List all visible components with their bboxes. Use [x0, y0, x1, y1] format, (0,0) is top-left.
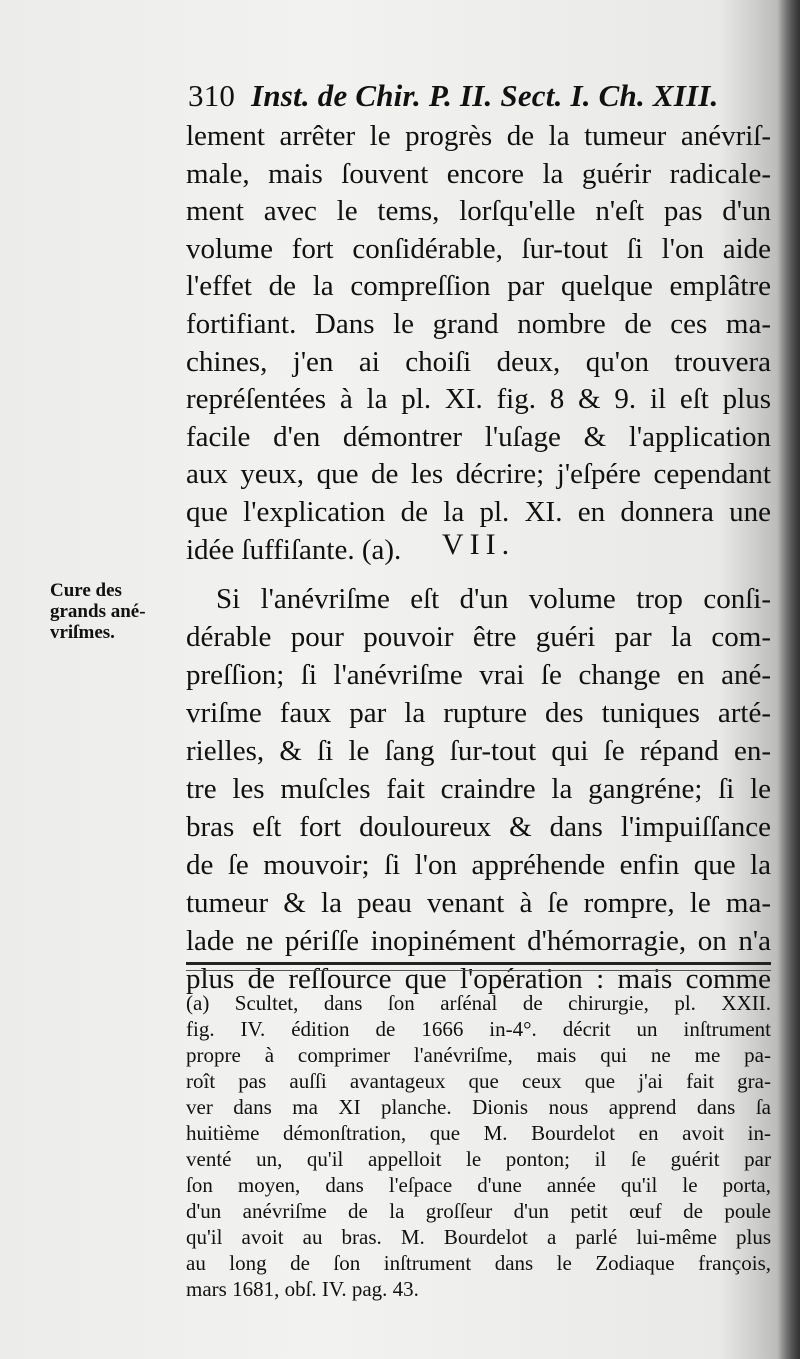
- text-line: repréſentées à la pl. XI. fig. 8 & 9. il eſt plus: [186, 383, 771, 416]
- paragraph-section-vii: [186, 580, 771, 998]
- footnote-line: mars 1681, obſ. IV. pag. 43.: [186, 1277, 419, 1301]
- paragraph-continued: [186, 118, 771, 569]
- footnote-line: fig. IV. édition de 1666 in-4°. décrit un inſtrument: [186, 1017, 771, 1041]
- page-number: 310: [188, 78, 236, 113]
- page-gutter-shadow: [778, 0, 800, 1359]
- text-line: chines, j'en ai choiſi deux, qu'on trouvera: [186, 345, 771, 378]
- text-line: idée ſuffiſante. (a).: [186, 533, 402, 566]
- text-line: de ſe mouvoir; ſi l'on appréhende enfin que la: [186, 849, 771, 881]
- footnote: [186, 990, 771, 1302]
- text-line: lement arrêter le progrès de la tumeur anévriſ-: [186, 120, 771, 152]
- text-line: tre les muſcles fait craindre la gangréne; ſi le: [186, 773, 771, 805]
- text-line: lade ne périſſe inopinément d'hémorragie, on n'a: [186, 925, 771, 957]
- text-line: ment avec le tems, lorſqu'elle n'eſt pas d'un: [186, 195, 771, 228]
- text-line: que l'explication de la pl. XI. en donnera une: [186, 495, 771, 528]
- text-line: Si l'anévriſme eſt d'un volume trop conſi-: [216, 583, 771, 615]
- footnote-line: au long de ſon inſtrument dans le Zodiaque françois,: [186, 1251, 771, 1275]
- text-line: male, mais ſouvent encore la guérir radicale-: [186, 157, 771, 190]
- text-line: bras eſt fort douloureux & dans l'impuiſſance: [186, 811, 771, 843]
- text-line: facile d'en démontrer l'uſage & l'application: [186, 420, 771, 453]
- footnote-line: ſon moyen, dans l'eſpace d'une année qu'il le porta,: [186, 1173, 771, 1197]
- footnote-divider-thin: [186, 970, 771, 971]
- margin-note-line: Cure des: [50, 580, 122, 601]
- running-title: Inst. de Chir. P. II. Sect. I. Ch. XIII.: [251, 78, 719, 113]
- footnote-line: qu'il avoit au bras. M. Bourdelot a parlé lui-même plus: [186, 1225, 771, 1249]
- footnote-line: roît pas auſſi avantageux que ceux que j'ai fait gra-: [186, 1069, 771, 1093]
- text-line: fortifiant. Dans le grand nombre de ces ma-: [186, 307, 771, 340]
- footnote-line: propre à comprimer l'anévriſme, mais qui ne me pa-: [186, 1043, 771, 1067]
- running-header: [188, 78, 770, 114]
- margin-note: [50, 580, 180, 643]
- footnote-line: huitième démonſtration, que M. Bourdelot en avoit in-: [186, 1121, 771, 1145]
- text-line: preſſion; ſi l'anévriſme vrai ſe change en ané-: [186, 659, 771, 691]
- section-number: VII.: [441, 528, 516, 561]
- margin-note-line: vriſmes.: [50, 622, 115, 643]
- text-line: rielles, & ſi le ſang ſur-tout qui ſe répand en-: [186, 735, 771, 767]
- footnote-line: venté un, qu'il appelloit le ponton; il ſe guérit par: [186, 1147, 771, 1171]
- text-line: volume fort conſidérable, ſur-tout ſi l'on aide: [186, 232, 771, 265]
- footnote-line: (a) Scultet, dans ſon arſénal de chirurgie, pl. XXII.: [186, 991, 771, 1015]
- margin-note-line: grands ané-: [50, 601, 146, 622]
- text-line: vriſme faux par la rupture des tuniques arté-: [186, 697, 771, 729]
- footnote-line: ver dans ma XI planche. Dionis nous apprend dans ſa: [186, 1095, 771, 1119]
- text-line: tumeur & la peau venant à ſe rompre, le ma-: [186, 887, 771, 919]
- text-line: dérable pour pouvoir être guéri par la com-: [186, 621, 771, 653]
- text-line: plus de reſſource que l'opération : mais comme: [186, 963, 771, 995]
- text-line: l'effet de la compreſſion par quelque emplâtre: [186, 270, 771, 303]
- footnote-divider: [186, 962, 771, 965]
- footnote-line: d'un anévriſme de la groſſeur d'un petit œuf de poule: [186, 1199, 771, 1223]
- text-line: aux yeux, que de les décrire; j'eſpére cependant: [186, 458, 771, 491]
